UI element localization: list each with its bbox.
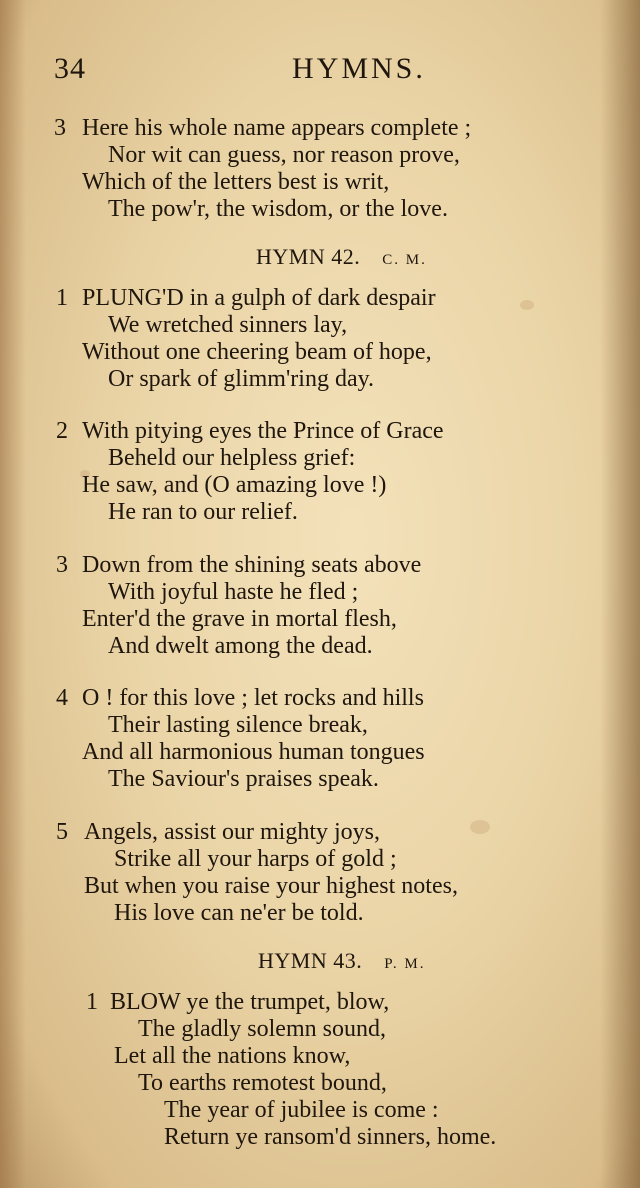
hymn-title: HYMN 43.: [258, 948, 363, 973]
verse-line: With joyful haste he fled ;: [108, 579, 359, 605]
verse-line: But when you raise your highest notes,: [84, 873, 458, 899]
verse-number: 1: [56, 285, 68, 311]
verse-line: Here his whole name appears complete ;: [82, 115, 472, 141]
verse-line: Which of the letters best is writ,: [82, 169, 390, 195]
page-number: 34: [54, 52, 86, 85]
verse-line: To earths remotest bound,: [138, 1070, 387, 1096]
verse-line: O ! for this love ; let rocks and hills: [82, 685, 424, 711]
verse-line: His love can ne'er be told.: [114, 900, 364, 926]
hymn-meter: C. M.: [382, 252, 427, 268]
verse-line: BLOW ye the trumpet, blow,: [110, 989, 390, 1015]
verse-line: Strike all your harps of gold ;: [114, 846, 397, 872]
verse-line: Enter'd the grave in mortal flesh,: [82, 606, 397, 632]
hymn-42-heading: [256, 244, 427, 270]
verse-line: The gladly solemn sound,: [138, 1016, 386, 1042]
hymn-title: HYMN 42.: [256, 244, 361, 269]
page-header-title: HYMNS.: [292, 52, 426, 85]
verse-number: 5: [56, 819, 68, 845]
verse-number: 3: [54, 115, 66, 141]
hymn-43-heading: [258, 948, 426, 974]
verse-line: Down from the shining seats above: [82, 552, 422, 578]
verse-line: PLUNG'D in a gulph of dark despair: [82, 285, 436, 311]
verse-line: The year of jubilee is come :: [164, 1097, 439, 1123]
verse-line: Or spark of glimm'ring day.: [108, 366, 375, 392]
hymn-meter: P. M.: [384, 956, 426, 972]
verse-line: And all harmonious human tongues: [82, 739, 425, 765]
verse-line: Return ye ransom'd sinners, home.: [164, 1124, 497, 1150]
verse-number: 1: [86, 989, 98, 1015]
verse-line: Nor wit can guess, nor reason prove,: [108, 142, 460, 168]
verse-line: The pow'r, the wisdom, or the love.: [108, 196, 448, 222]
verse-line: Beheld our helpless grief:: [108, 445, 356, 471]
verse-number: 3: [56, 552, 68, 578]
verse-line: With pitying eyes the Prince of Grace: [82, 418, 444, 444]
verse-line: Let all the nations know,: [114, 1043, 351, 1069]
verse-line: Their lasting silence break,: [108, 712, 368, 738]
verse-number: 4: [56, 685, 68, 711]
verse-line: He saw, and (O amazing love !): [82, 472, 387, 498]
verse-line: The Saviour's praises speak.: [108, 766, 379, 792]
verse-line: We wretched sinners lay,: [108, 312, 348, 338]
verse-line: Angels, assist our mighty joys,: [84, 819, 381, 845]
verse-number: 2: [56, 418, 68, 444]
verse-line: He ran to our relief.: [108, 499, 298, 525]
running-head: [54, 52, 580, 92]
verse-line: Without one cheering beam of hope,: [82, 339, 432, 365]
verse-line: And dwelt among the dead.: [108, 633, 373, 659]
